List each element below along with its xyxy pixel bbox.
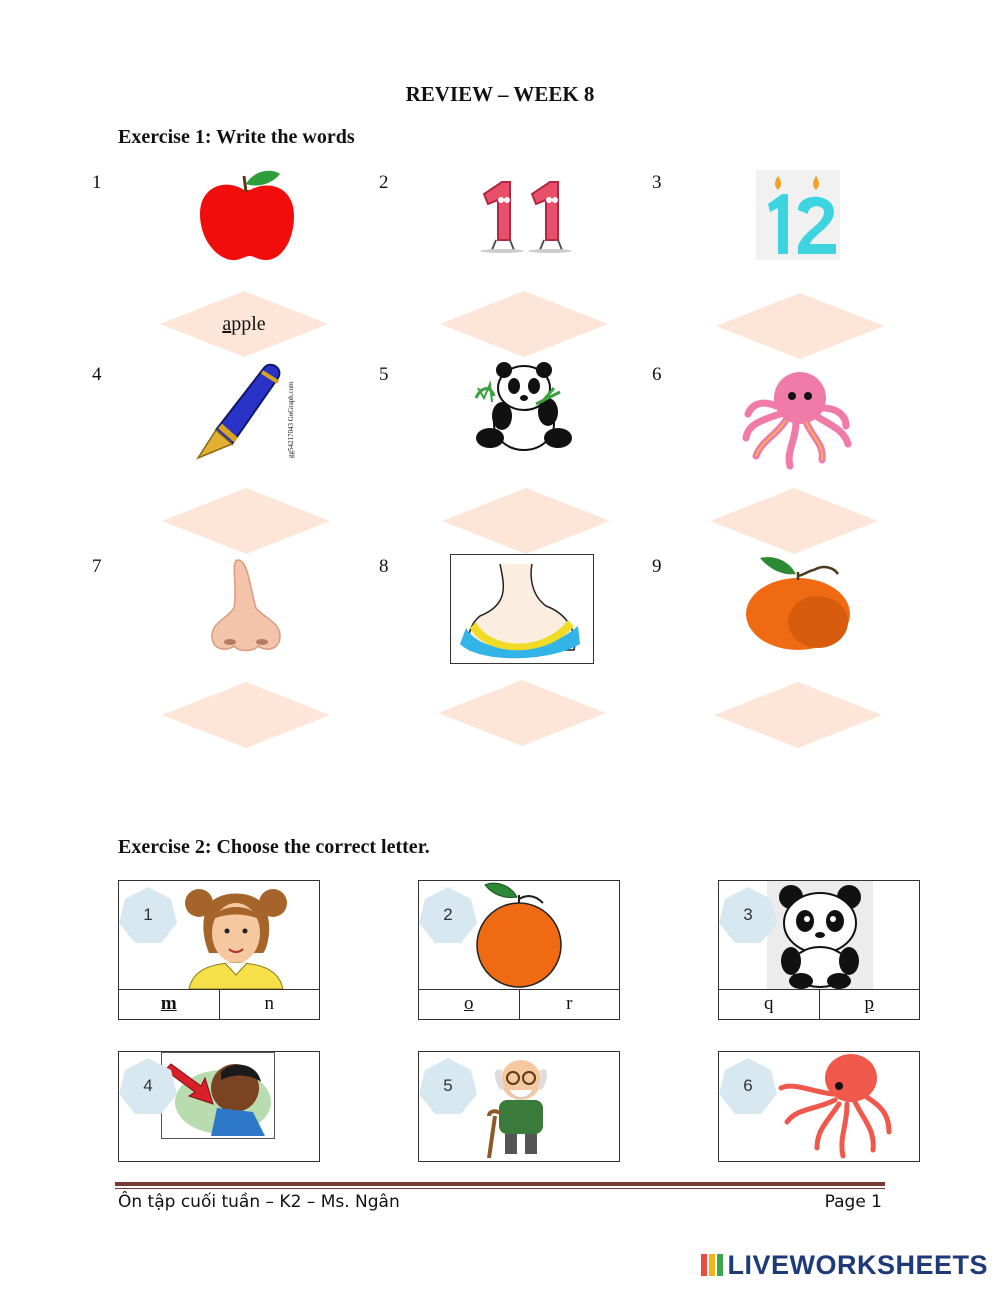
choice-card-6 (718, 1051, 920, 1162)
octopus-picture (773, 1052, 893, 1160)
choice-card-3 (718, 880, 920, 1020)
number-badge: 6 (719, 1058, 777, 1118)
apple-picture (196, 168, 296, 264)
option-o[interactable]: o (464, 993, 474, 1014)
option-m[interactable]: m (160, 993, 177, 1014)
option-p[interactable]: p (819, 990, 920, 1019)
number-badge: 5 (419, 1058, 477, 1118)
number-badge: 4 (119, 1058, 177, 1118)
footer-left: Ôn tập cuối tuần – K2 – Ms. Ngân (118, 1192, 400, 1212)
neck-picture (450, 554, 594, 664)
exercise1-heading: Exercise 1: Write the words (118, 126, 355, 148)
answer-box[interactable] (160, 291, 328, 357)
item-number: 5 (379, 364, 389, 385)
liveworksheets-icon (701, 1254, 723, 1276)
footer-rule (115, 1182, 885, 1186)
octopus-picture (742, 360, 852, 470)
choice-card-1 (118, 880, 320, 1020)
number-badge: 3 (719, 887, 777, 947)
page-number: Page 1 (824, 1192, 882, 1212)
number-badge: 1 (119, 887, 177, 947)
watermark-text: gg54217043 GoGraph.com (287, 381, 295, 458)
answer-box[interactable] (714, 682, 882, 748)
number-eleven-picture (474, 178, 574, 254)
choice-card-2 (418, 880, 620, 1020)
item-number: 8 (379, 556, 389, 577)
exercise2-heading: Exercise 2: Choose the correct letter. (118, 836, 430, 858)
liveworksheets-logo[interactable] (701, 1250, 988, 1281)
item-number: 3 (652, 172, 662, 193)
choice-card-5 (418, 1051, 620, 1162)
item-number: 4 (92, 364, 102, 385)
panda-picture (767, 881, 873, 989)
answer-box[interactable] (162, 488, 330, 554)
choice-card-4 (118, 1051, 320, 1162)
answer-box[interactable] (162, 682, 330, 748)
item-number: 6 (652, 364, 662, 385)
old-man-picture (481, 1056, 561, 1160)
option-q[interactable]: q (764, 993, 774, 1014)
panda-picture (470, 358, 574, 454)
item-number: 7 (92, 556, 102, 577)
page-title: REVIEW – WEEK 8 (405, 82, 595, 106)
number-twelve-picture (756, 170, 840, 260)
answer-box[interactable] (716, 293, 884, 359)
neck-picture (161, 1052, 275, 1140)
answer-box[interactable] (438, 680, 606, 746)
number-badge: 2 (419, 887, 477, 947)
girl-picture (179, 883, 289, 989)
answer-box[interactable] (442, 488, 610, 554)
option-n[interactable]: n (219, 990, 320, 1019)
footer-rule-thin (115, 1188, 885, 1189)
orange-picture (473, 881, 565, 989)
option-r[interactable]: r (519, 990, 620, 1019)
pen-picture (194, 360, 286, 460)
item-number: 9 (652, 556, 662, 577)
item-number: 1 (92, 172, 102, 193)
brand-text: LIVEWORKSHEETS (727, 1250, 988, 1280)
orange-picture (742, 552, 856, 652)
item-number: 2 (379, 172, 389, 193)
answer-text: apple (222, 313, 266, 335)
answer-box[interactable] (710, 488, 878, 554)
nose-picture (208, 558, 284, 654)
answer-box[interactable] (440, 291, 608, 357)
